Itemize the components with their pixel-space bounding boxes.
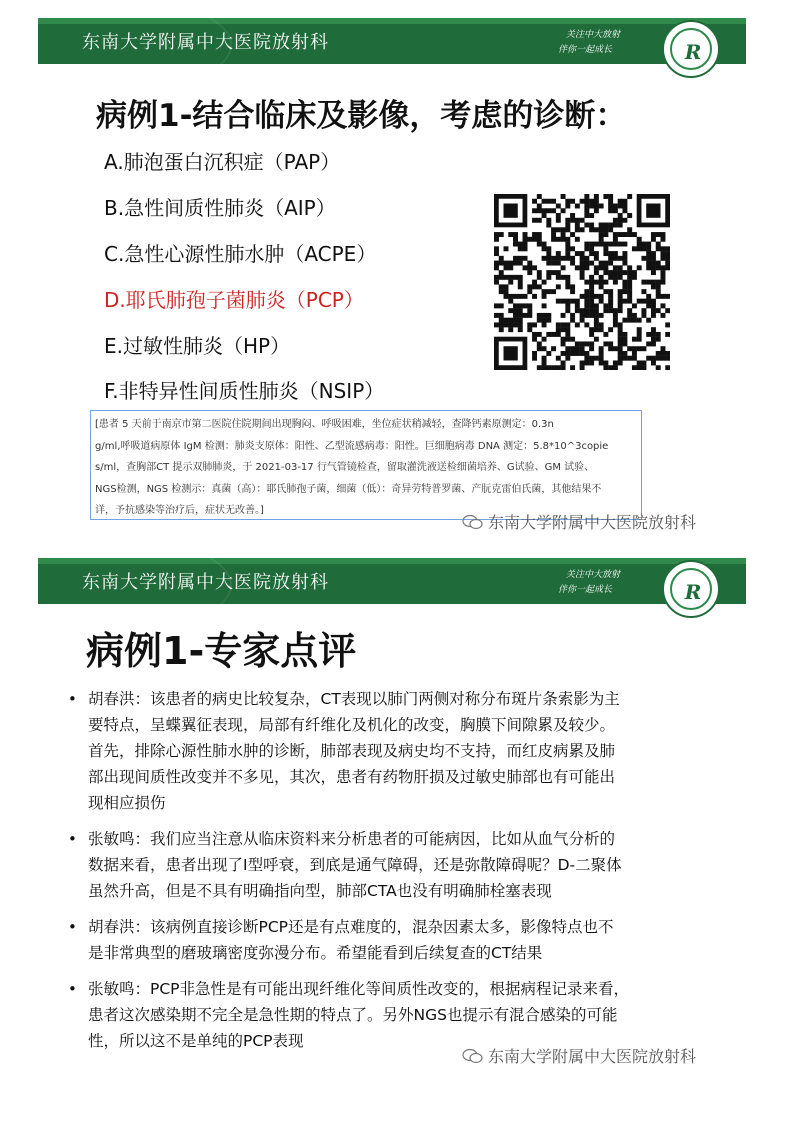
clinical-history-quote <box>90 410 642 520</box>
comment-line: 患者这次感染期不完全是急性期的特点了。另外NGS也提示有混合感染的可能 <box>88 1006 618 1024</box>
expert-comment <box>66 826 726 904</box>
slide-header <box>38 558 746 604</box>
quote-line: g/ml,呼吸道病原体 IgM 检测：肺炎支原体：阳性、乙型流感病毒：阳性。巨细胞病毒 DNA 测定：5.8*10^3copie <box>95 440 609 452</box>
hospital-name: 东南大学附属中大医院放射科 <box>82 32 329 53</box>
option-b: B.急性间质性肺炎（AIP） <box>104 196 336 220</box>
slide-expert-comments <box>38 558 746 1078</box>
slide-title: 病例1-专家点评 <box>86 629 357 673</box>
bullet-dot: • <box>68 918 77 936</box>
watermark-text: 东南大学附属中大医院放射科 <box>488 1047 697 1066</box>
slide-title: 病例1-结合临床及影像，考虑的诊断： <box>96 98 627 134</box>
slide-diagnosis-question <box>38 18 746 530</box>
hospital-logo-icon <box>662 20 720 78</box>
wechat-icon <box>462 514 484 530</box>
watermark-text: 东南大学附属中大医院放射科 <box>488 513 697 532</box>
comment-line: 虽然升高，但是不具有明确指向型，肺部CTA也没有明确肺栓塞表现 <box>88 882 552 900</box>
option-f: F.非特异性间质性肺炎（NSIP） <box>104 379 385 403</box>
watermark <box>462 510 696 533</box>
comment-line: 张敏鸣：我们应当注意从临床资料来分析患者的可能病因，比如从血气分析的 <box>88 830 616 848</box>
expert-comment <box>66 914 726 966</box>
watermark <box>462 1044 696 1067</box>
bullet-dot: • <box>68 690 77 708</box>
comment-line: 首先，排除心源性肺水肿的诊断，肺部表现及病史均不支持，而红皮病累及肺 <box>88 742 616 760</box>
hospital-logo-icon <box>662 560 720 618</box>
quote-line: NGS检测，NGS 检测示：真菌（高）：耶氏肺孢子菌，细菌（低）：奇异劳特普罗菌、产朊克雷伯氏菌，其他结果不 <box>95 483 602 495</box>
option-c: C.急性心源性肺水肿（ACPE） <box>104 242 377 266</box>
slogan-line-2: 伴你一起成长 <box>558 585 613 595</box>
hospital-name: 东南大学附属中大医院放射科 <box>82 572 329 593</box>
logo-mark: R <box>684 40 702 64</box>
comment-line: 要特点，呈蝶翼征表现，局部有纤维化及机化的改变，胸膜下间隙累及较少。 <box>88 716 616 734</box>
slide-header <box>38 18 746 64</box>
slogan-line-1: 关注中大放射 <box>566 570 621 580</box>
option-e: E.过敏性肺炎（HP） <box>104 334 291 358</box>
expert-comments-list <box>66 686 726 1064</box>
expert-comment <box>66 686 726 816</box>
logo-ring <box>670 28 712 70</box>
wechat-icon <box>462 1048 484 1064</box>
comment-line: 性，所以这不是单纯的PCP表现 <box>88 1032 304 1050</box>
comment-line: 部出现间质性改变并不多见，其次，患者有药物肝损及过敏史肺部也有可能出 <box>88 768 616 786</box>
slogan-line-1: 关注中大放射 <box>566 30 621 40</box>
quote-line: 详，予抗感染等治疗后，症状无改善。] <box>95 505 264 516</box>
slogan-line-2: 伴你一起成长 <box>558 45 613 55</box>
bullet-dot: • <box>68 830 77 848</box>
option-a: A.肺泡蛋白沉积症（PAP） <box>104 150 341 174</box>
expert-comment <box>66 976 726 1054</box>
qr-code-icon[interactable] <box>494 194 670 370</box>
comment-line: 张敏鸣：PCP非急性是有可能出现纤维化等间质性改变的，根据病程记录来看， <box>88 980 630 998</box>
comment-line: 现相应损伤 <box>88 794 166 812</box>
comment-line: 数据来看，患者出现了I型呼衰，到底是通气障碍，还是弥散障碍呢？D-二聚体 <box>88 856 622 874</box>
quote-line: [患者 5 天前于南京市第二医院住院期间出现胸闷、呼吸困难，坐位症状稍减轻，查降钙素原测定：0.3n <box>95 419 554 430</box>
comment-line: 是非常典型的磨玻璃密度弥漫分布。希望能看到后续复查的CT结果 <box>88 944 543 962</box>
comment-line: 胡春洪：该病例直接诊断PCP还是有点难度的，混杂因素太多，影像特点也不 <box>88 918 614 936</box>
logo-mark: R <box>684 580 702 604</box>
bullet-dot: • <box>68 980 77 998</box>
logo-ring <box>670 568 712 610</box>
option-d-answer: D.耶氏肺孢子菌肺炎（PCP） <box>104 288 364 312</box>
quote-line: s/ml，查胸部CT 提示双肺肺炎，于 2021-03-17 行气管镜检查，留取灌洗液送检细菌培养、G试验、GM 试验、 <box>95 462 595 473</box>
comment-line: 胡春洪：该患者的病史比较复杂，CT表现以肺门两侧对称分布斑片条索影为主 <box>88 690 620 708</box>
